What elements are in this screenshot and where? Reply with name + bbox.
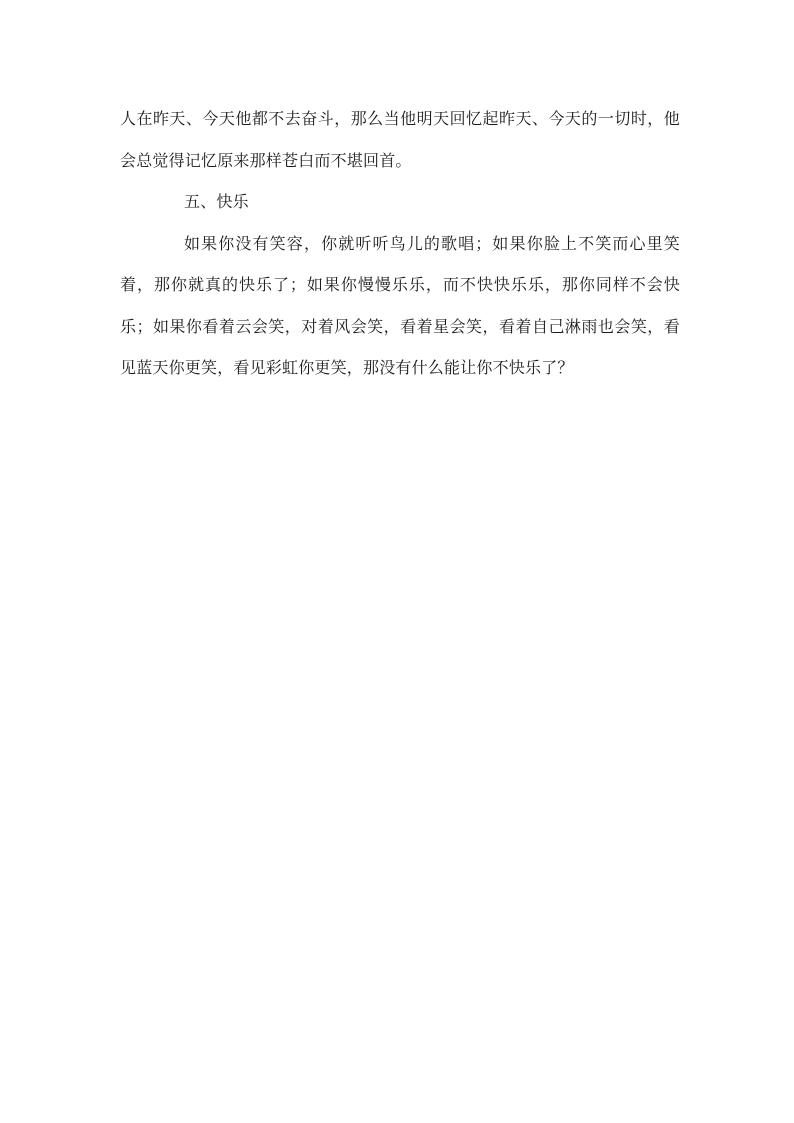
- document-body: [120, 98, 680, 389]
- section-heading: 五、快乐: [184, 192, 249, 211]
- paragraph-happiness: 如果你没有笑容，你就听听鸟儿的歌唱；如果你脸上不笑而心里笑着，那你就真的快乐了；如果你慢慢乐乐，而不快快乐乐，那你同样不会快乐；如果你看着云会笑，对着风会笑，看着星会笑，看着自己淋雨也会笑，看见蓝天你更笑，看见彩虹你更笑，那没有什么能让你不快乐了？: [120, 233, 680, 377]
- paragraph-continuation: 人在昨天、今天他都不去奋斗，那么当他明天回忆起昨天、今天的一切时，他会总觉得记忆原来那样苍白而不堪回首。: [120, 109, 680, 170]
